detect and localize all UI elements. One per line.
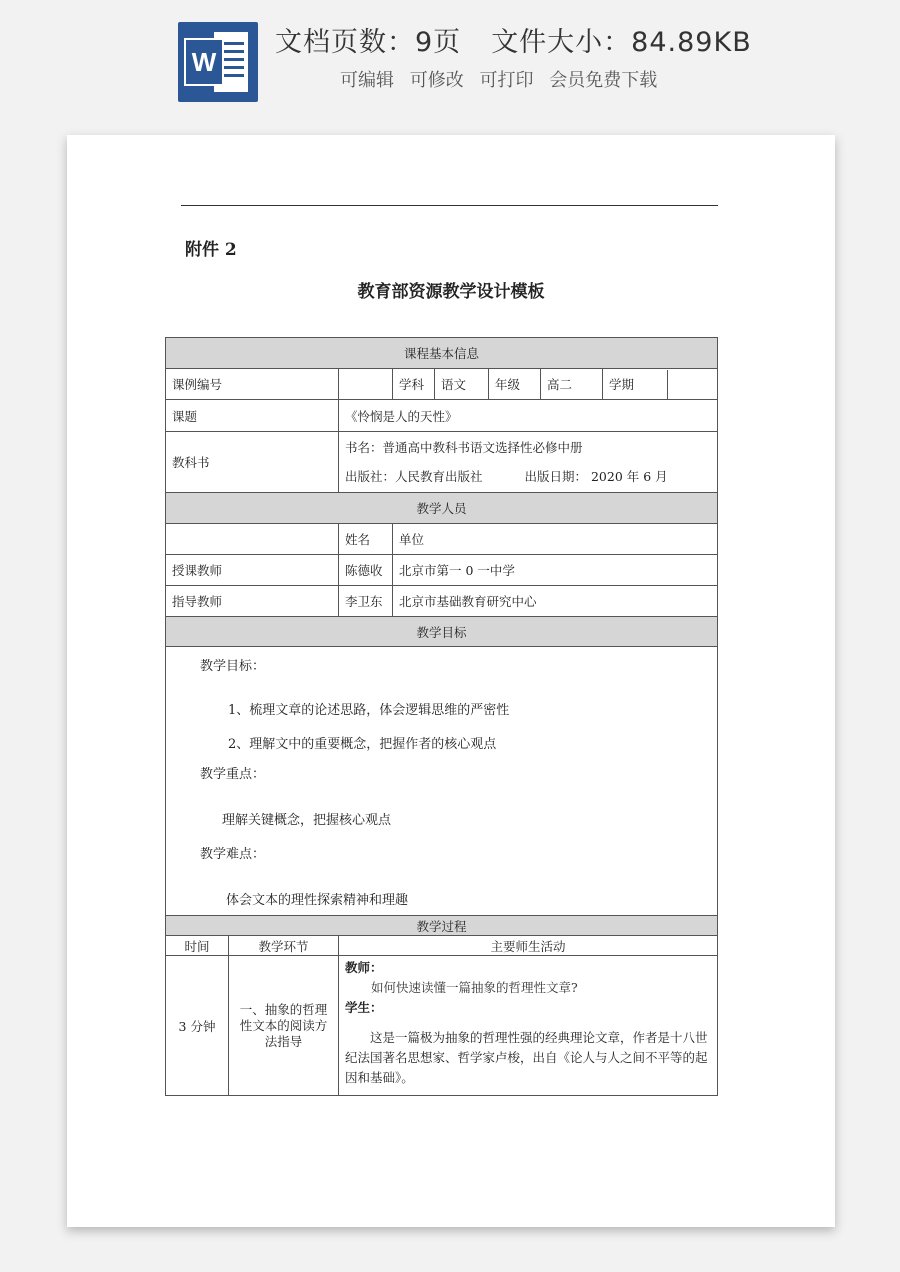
textbook-label: 教科书 (166, 432, 339, 493)
goals-cell (166, 647, 718, 916)
document-page (67, 135, 835, 1227)
col-time: 时间 (166, 936, 229, 956)
goal-item: 1、梳理文章的论述思路，体会逻辑思维的严密性 (228, 703, 510, 718)
key-point-text: 理解关键概念，把握核心观点 (222, 813, 392, 828)
staff-unit: 北京市第一 0 一中学 (393, 555, 718, 586)
case-no-value (339, 369, 393, 400)
book-name: 书名：普通高中教科书语文选择性必修中册 (345, 440, 583, 455)
annex-label: 附件 2 (185, 240, 237, 260)
name-label: 姓名 (339, 524, 393, 555)
header-banner (0, 0, 900, 120)
grade-label: 年级 (489, 369, 541, 400)
goal-item: 2、理解文中的重要概念，把握作者的核心观点 (228, 737, 497, 752)
feature-editable: 可编辑 (340, 70, 394, 91)
word-document-icon (178, 22, 258, 102)
term-label-text: 学期 (603, 370, 668, 399)
term-label (603, 369, 718, 400)
feature-modifiable: 可修改 (409, 70, 464, 91)
teacher-question: 如何快速读懂一篇抽象的哲理性文章? (371, 980, 578, 995)
case-no-label: 课例编号 (166, 369, 339, 400)
header-rule (181, 205, 718, 206)
feature-member-download: 会员免费下载 (549, 70, 658, 91)
process-stage: 一、抽象的哲理性文本的阅读方法指导 (229, 956, 339, 1096)
page-count: 文档页数：9页 (275, 27, 462, 58)
staff-name: 李卫东 (339, 586, 393, 617)
publisher-line (345, 462, 711, 491)
section-staff: 教学人员 (166, 493, 718, 524)
teacher-label: 教师： (345, 960, 383, 975)
staff-role: 指导教师 (166, 586, 339, 617)
topic-label: 课题 (166, 400, 339, 432)
file-stats (275, 20, 755, 59)
student-text: 这是一篇极为抽象的哲理性强的经典理论文章，作者是十八世纪法国著名思想家、哲学家卢梭，出自《论人与人之间不平等的起因和基础》。 (345, 1030, 708, 1085)
student-label: 学生： (345, 1000, 383, 1015)
staff-empty-cell (166, 524, 339, 555)
feature-list (340, 66, 657, 92)
goal-label: 教学目标： (200, 659, 266, 674)
process-time: 3 分钟 (166, 956, 229, 1096)
unit-label: 单位 (393, 524, 718, 555)
col-activity: 主要师生活动 (339, 936, 718, 956)
word-letter: W (184, 38, 224, 86)
section-goals: 教学目标 (166, 617, 718, 647)
process-activity (339, 956, 718, 1096)
section-basic-info: 课程基本信息 (166, 338, 718, 369)
file-size: 文件大小：84.89KB (491, 27, 752, 58)
textbook-info (339, 432, 718, 493)
subject-value: 语文 (435, 369, 489, 400)
publisher: 出版社：人民教育出版社 (345, 469, 483, 484)
lesson-design-table (165, 337, 718, 1096)
difficulty-label: 教学难点： (200, 847, 266, 862)
staff-role: 授课教师 (166, 555, 339, 586)
staff-unit: 北京市基础教育研究中心 (393, 586, 718, 617)
section-process: 教学过程 (166, 916, 718, 936)
document-title: 教育部资源教学设计模板 (357, 282, 545, 302)
key-point-label: 教学重点： (200, 767, 266, 782)
staff-name: 陈德收 (339, 555, 393, 586)
subject-label: 学科 (393, 369, 435, 400)
topic-value: 《怜悯是人的天性》 (339, 400, 718, 432)
pub-date: 出版日期： 2020 年 6 月 (524, 469, 668, 484)
grade-value: 高二 (541, 369, 603, 400)
feature-printable: 可打印 (479, 70, 534, 91)
difficulty-text: 体会文本的理性探索精神和理趣 (226, 893, 409, 908)
col-stage: 教学环节 (229, 936, 339, 956)
